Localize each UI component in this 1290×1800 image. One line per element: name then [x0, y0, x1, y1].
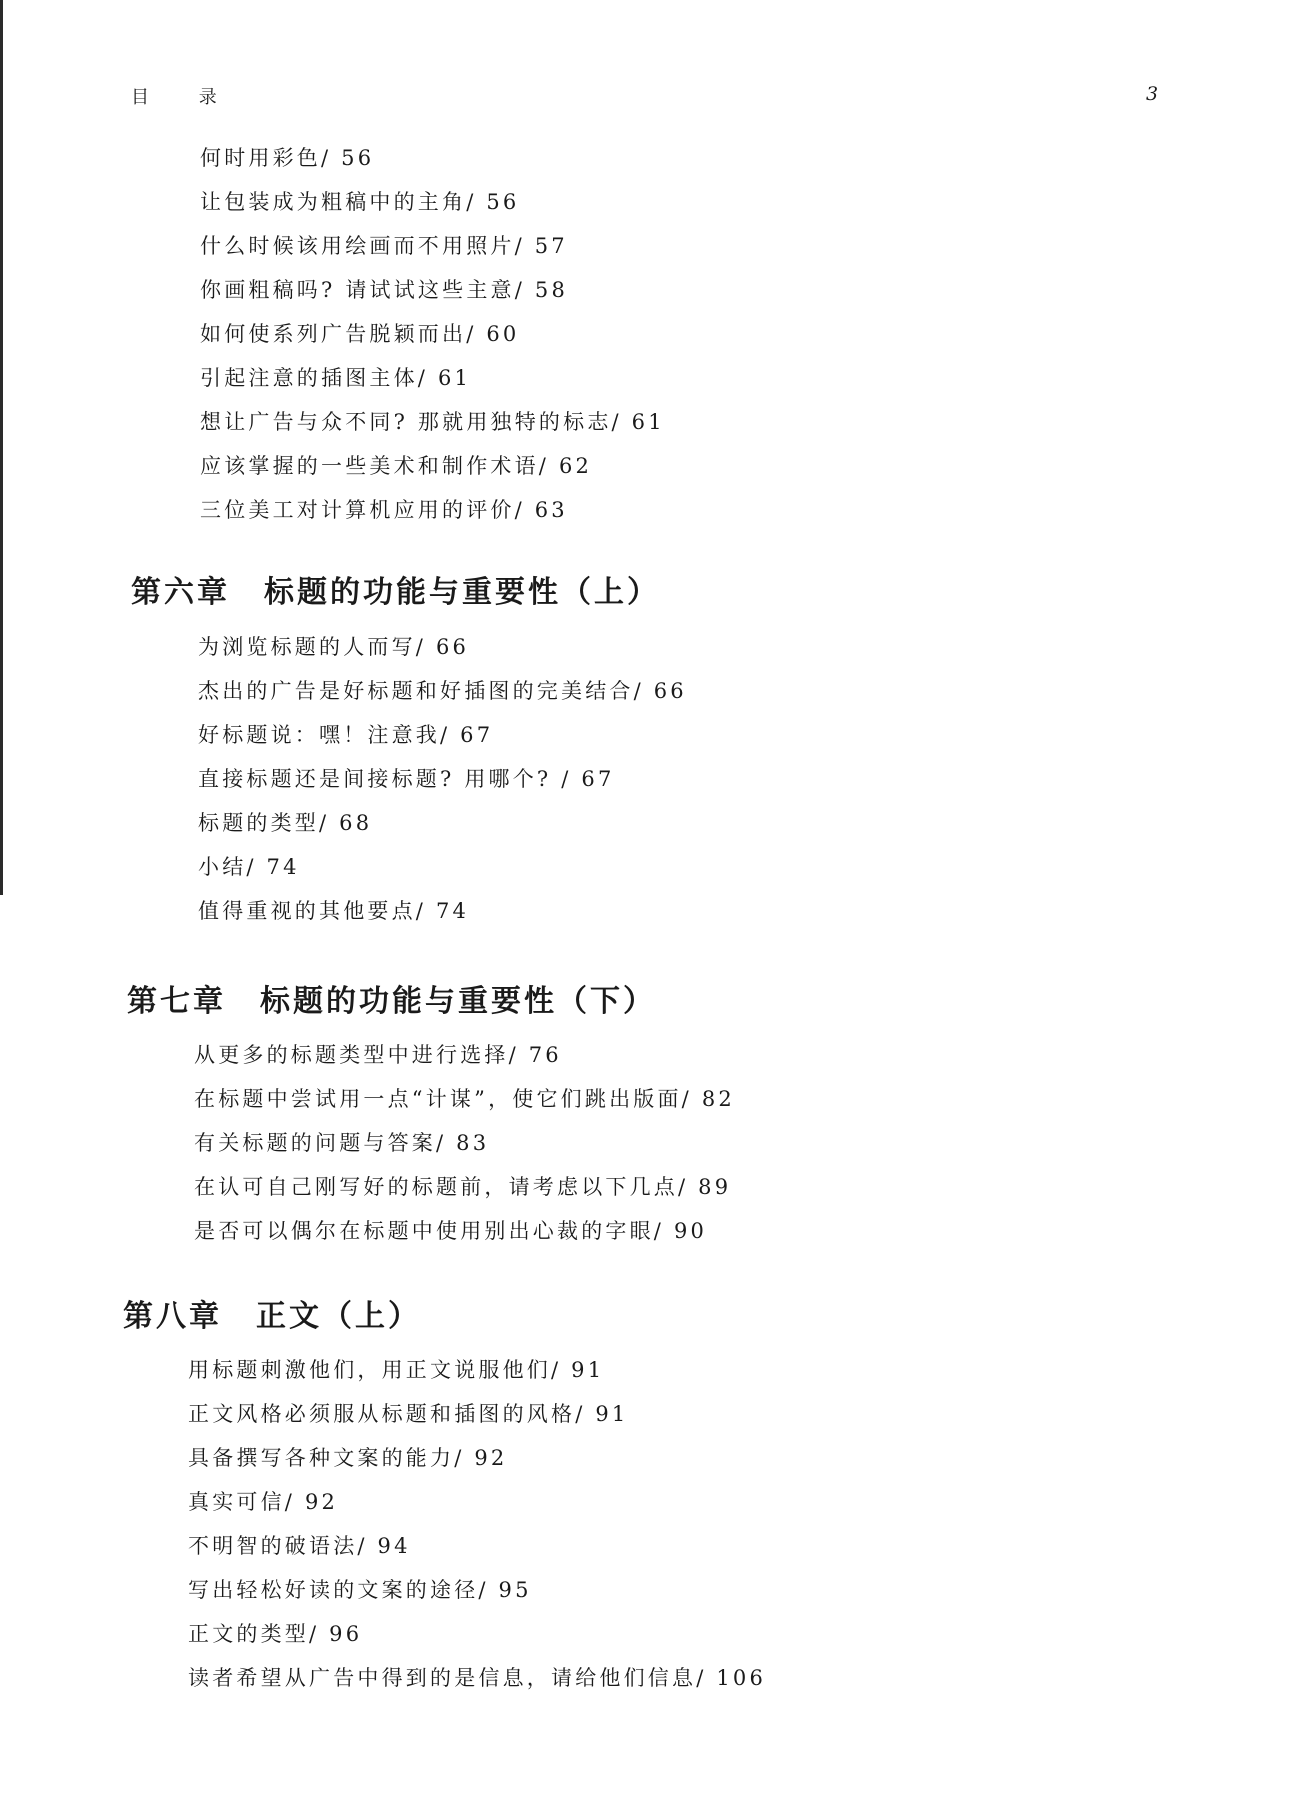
chapter-entry-list [198, 625, 687, 933]
chapter-number: 第七章 [127, 984, 226, 1019]
toc-entry: 好标题说：嘿！注意我/ 67 [198, 723, 494, 747]
toc-entry: 具备撰写各种文案的能力/ 92 [188, 1446, 508, 1470]
chapter-number: 第六章 [131, 575, 230, 610]
chapter-title: 正文（上） [256, 1299, 421, 1334]
chapter-heading [123, 1293, 421, 1341]
toc-entry: 写出轻松好读的文案的途径/ 95 [188, 1578, 532, 1602]
toc-entry: 应该掌握的一些美术和制作术语/ 62 [200, 454, 593, 478]
toc-entry: 三位美工对计算机应用的评价/ 63 [200, 498, 568, 522]
chapter-number: 第八章 [123, 1299, 222, 1334]
running-head: 目 录 [131, 87, 239, 108]
toc-entry: 不明智的破语法/ 94 [188, 1534, 411, 1558]
toc-entry: 从更多的标题类型中进行选择/ 76 [194, 1043, 562, 1067]
page-number: 3 [1146, 83, 1159, 105]
chapter-title: 标题的功能与重要性（上） [264, 575, 660, 610]
toc-entry: 想让广告与众不同? 那就用独特的标志/ 61 [200, 410, 665, 434]
toc-entry: 读者希望从广告中得到的是信息，请给他们信息/ 106 [188, 1666, 767, 1690]
toc-entry: 直接标题还是间接标题? 用哪个? / 67 [198, 767, 615, 791]
toc-entry: 如何使系列广告脱颖而出/ 60 [200, 322, 520, 346]
toc-entry: 真实可信/ 92 [188, 1490, 339, 1514]
toc-entry: 用标题刺激他们，用正文说服他们/ 91 [188, 1358, 605, 1382]
toc-entry: 引起注意的插图主体/ 61 [200, 366, 472, 390]
chapter-heading [127, 978, 656, 1026]
toc-entry: 值得重视的其他要点/ 74 [198, 899, 470, 923]
toc-entry: 杰出的广告是好标题和好插图的完美结合/ 66 [198, 679, 687, 703]
toc-entry: 有关标题的问题与答案/ 83 [194, 1131, 490, 1155]
toc-entry: 什么时候该用绘画而不用照片/ 57 [200, 234, 568, 258]
toc-entry: 在标题中尝试用一点“计谋”，使它们跳出版面/ 82 [194, 1087, 735, 1111]
toc-continued-list [200, 136, 665, 532]
toc-entry: 为浏览标题的人而写/ 66 [198, 635, 470, 659]
toc-entry: 正文风格必须服从标题和插图的风格/ 91 [188, 1402, 629, 1426]
toc-entry: 你画粗稿吗? 请试试这些主意/ 58 [200, 278, 569, 302]
chapter-heading [131, 569, 660, 617]
toc-entry: 正文的类型/ 96 [188, 1622, 363, 1646]
chapter-entry-list [194, 1033, 735, 1253]
scan-border [0, 0, 3, 895]
chapter-entry-list [188, 1348, 766, 1700]
toc-entry: 标题的类型/ 68 [198, 811, 373, 835]
toc-entry: 是否可以偶尔在标题中使用别出心裁的字眼/ 90 [194, 1219, 708, 1243]
toc-entry: 让包装成为粗稿中的主角/ 56 [200, 190, 520, 214]
toc-entry: 在认可自己刚写好的标题前，请考虑以下几点/ 89 [194, 1175, 732, 1199]
toc-entry: 小结/ 74 [198, 855, 300, 879]
chapter-title: 标题的功能与重要性（下） [260, 984, 656, 1019]
toc-entry: 何时用彩色/ 56 [200, 146, 375, 170]
